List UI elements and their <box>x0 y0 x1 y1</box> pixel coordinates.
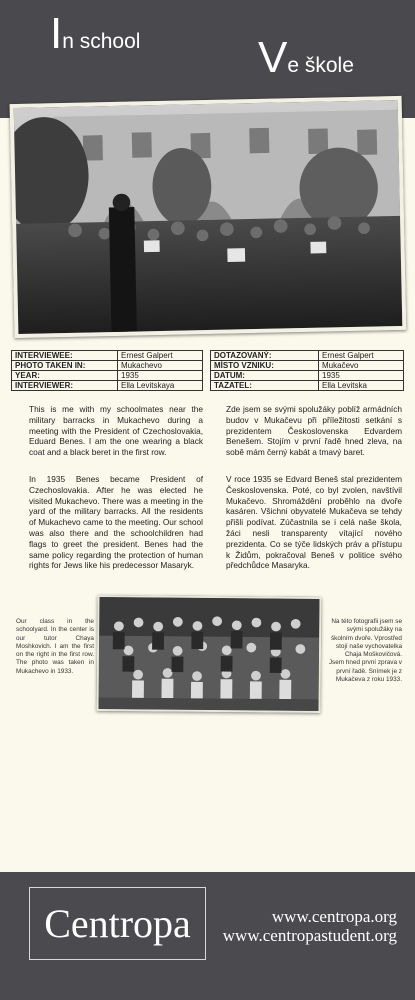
label-dotazovany: DOTAZOVANÝ: <box>211 351 319 361</box>
label-interviewee: INTERVIEWEE: <box>12 351 118 361</box>
story-en-paragraph-1: This is me with my schoolmates near the military barracks in Mukachevo during a meeting with the President of Czechoslovakia, Eduard Benes. I am the one wearing a black coat and a black beret in the first row. <box>29 404 203 458</box>
value-interviewer: Ella Levitskaya <box>118 381 203 391</box>
label-misto-vzniku: MÍSTO VZNIKU: <box>211 361 319 371</box>
metadata-table-cz <box>210 350 404 391</box>
title-cz-initial: V <box>258 33 288 82</box>
photo-caption-en: Our class in the schoolyard. In the center is our tutor Chaya Moshkovich. I am the first on the right in the first row. The photo was taken in Mukachevo in 1933. <box>16 618 94 675</box>
label-datum: DATUM: <box>211 371 319 381</box>
student-website-link[interactable]: www.centropastudent.org <box>222 926 397 945</box>
title-en-rest: n school <box>62 30 141 53</box>
label-photo-taken-in: PHOTO TAKEN IN: <box>12 361 118 371</box>
class-photo-image <box>99 597 320 711</box>
story-cz-paragraph-2: V roce 1935 se Edvard Beneš stal prezidentem Československa. Poté, co byl zvolen, navštívil Mukačevo. Shromáždění proběhlo na dvoře kasáren. Všichni obyvatelé Mukačeva se tehdy přišli podívat. Zúčastnila se i celá naše škola, žáci nesli transparenty vítající nového prezidenta. Co se týče lidských práv a přístupu k Židům, pokračoval Beneš v politice svého předchůdce Masaryka. <box>226 474 402 571</box>
label-tazatel: TAZATEL: <box>211 381 319 391</box>
title-cz-rest: e škole <box>287 54 354 77</box>
photo-caption-cz: Na této fotografii jsem se svými spolužáky na školním dvoře. Vprostřed stojí naše vychovatelka Chaja Moškovičová. Jsem hned první zprava v první řadě. Snímek je z Mukačeva z roku 1933. <box>328 618 402 684</box>
table-row <box>211 351 404 361</box>
value-datum: 1935 <box>319 371 404 381</box>
value-year: 1935 <box>118 371 203 381</box>
title-cz <box>258 33 354 82</box>
table-row <box>12 361 203 371</box>
metadata-table-en <box>11 350 203 391</box>
table-row <box>12 371 203 381</box>
value-interviewee: Ernest Galpert <box>118 351 203 361</box>
table-row <box>12 381 203 391</box>
main-photo <box>10 96 407 338</box>
value-dotazovany: Ernest Galpert <box>319 351 404 361</box>
main-photo-image <box>14 100 403 334</box>
logo-text: Centropa <box>44 901 191 946</box>
table-row <box>12 351 203 361</box>
title-en <box>50 9 141 58</box>
label-year: YEAR: <box>12 371 118 381</box>
footer-banner <box>0 872 415 1000</box>
value-misto-vzniku: Mukačevo <box>319 361 404 371</box>
class-photo <box>96 595 321 713</box>
value-photo-taken-in: Mukachevo <box>118 361 203 371</box>
table-row <box>211 381 404 391</box>
table-row <box>211 371 404 381</box>
label-interviewer: INTERVIEWER: <box>12 381 118 391</box>
table-row <box>211 361 404 371</box>
value-tazatel: Ella Levitska <box>319 381 404 391</box>
centropa-logo <box>29 887 206 960</box>
website-link[interactable]: www.centropa.org <box>271 907 397 926</box>
title-en-initial: I <box>50 9 63 58</box>
story-cz-paragraph-1: Zde jsem se svými spolužáky poblíž armádních budov v Mukačevu při příležitosti setkání s prezidentem Československa Edvardem Benešem. Stojím v první řadě hned zleva, na sobě mám černý kabát a tmavý baret. <box>226 404 402 458</box>
story-en-paragraph-2: In 1935 Benes became President of Czechoslovakia. After he was elected he visited Mukachevo. There was a meeting in the yard of the military barracks. All the residents of Mukachevo came to the meeting. Our school was also there and the schoolchildren had flags to greet the president. Benes had the same policy regarding the protection of human rights for Jews like his predecessor Masaryk. <box>29 474 203 571</box>
